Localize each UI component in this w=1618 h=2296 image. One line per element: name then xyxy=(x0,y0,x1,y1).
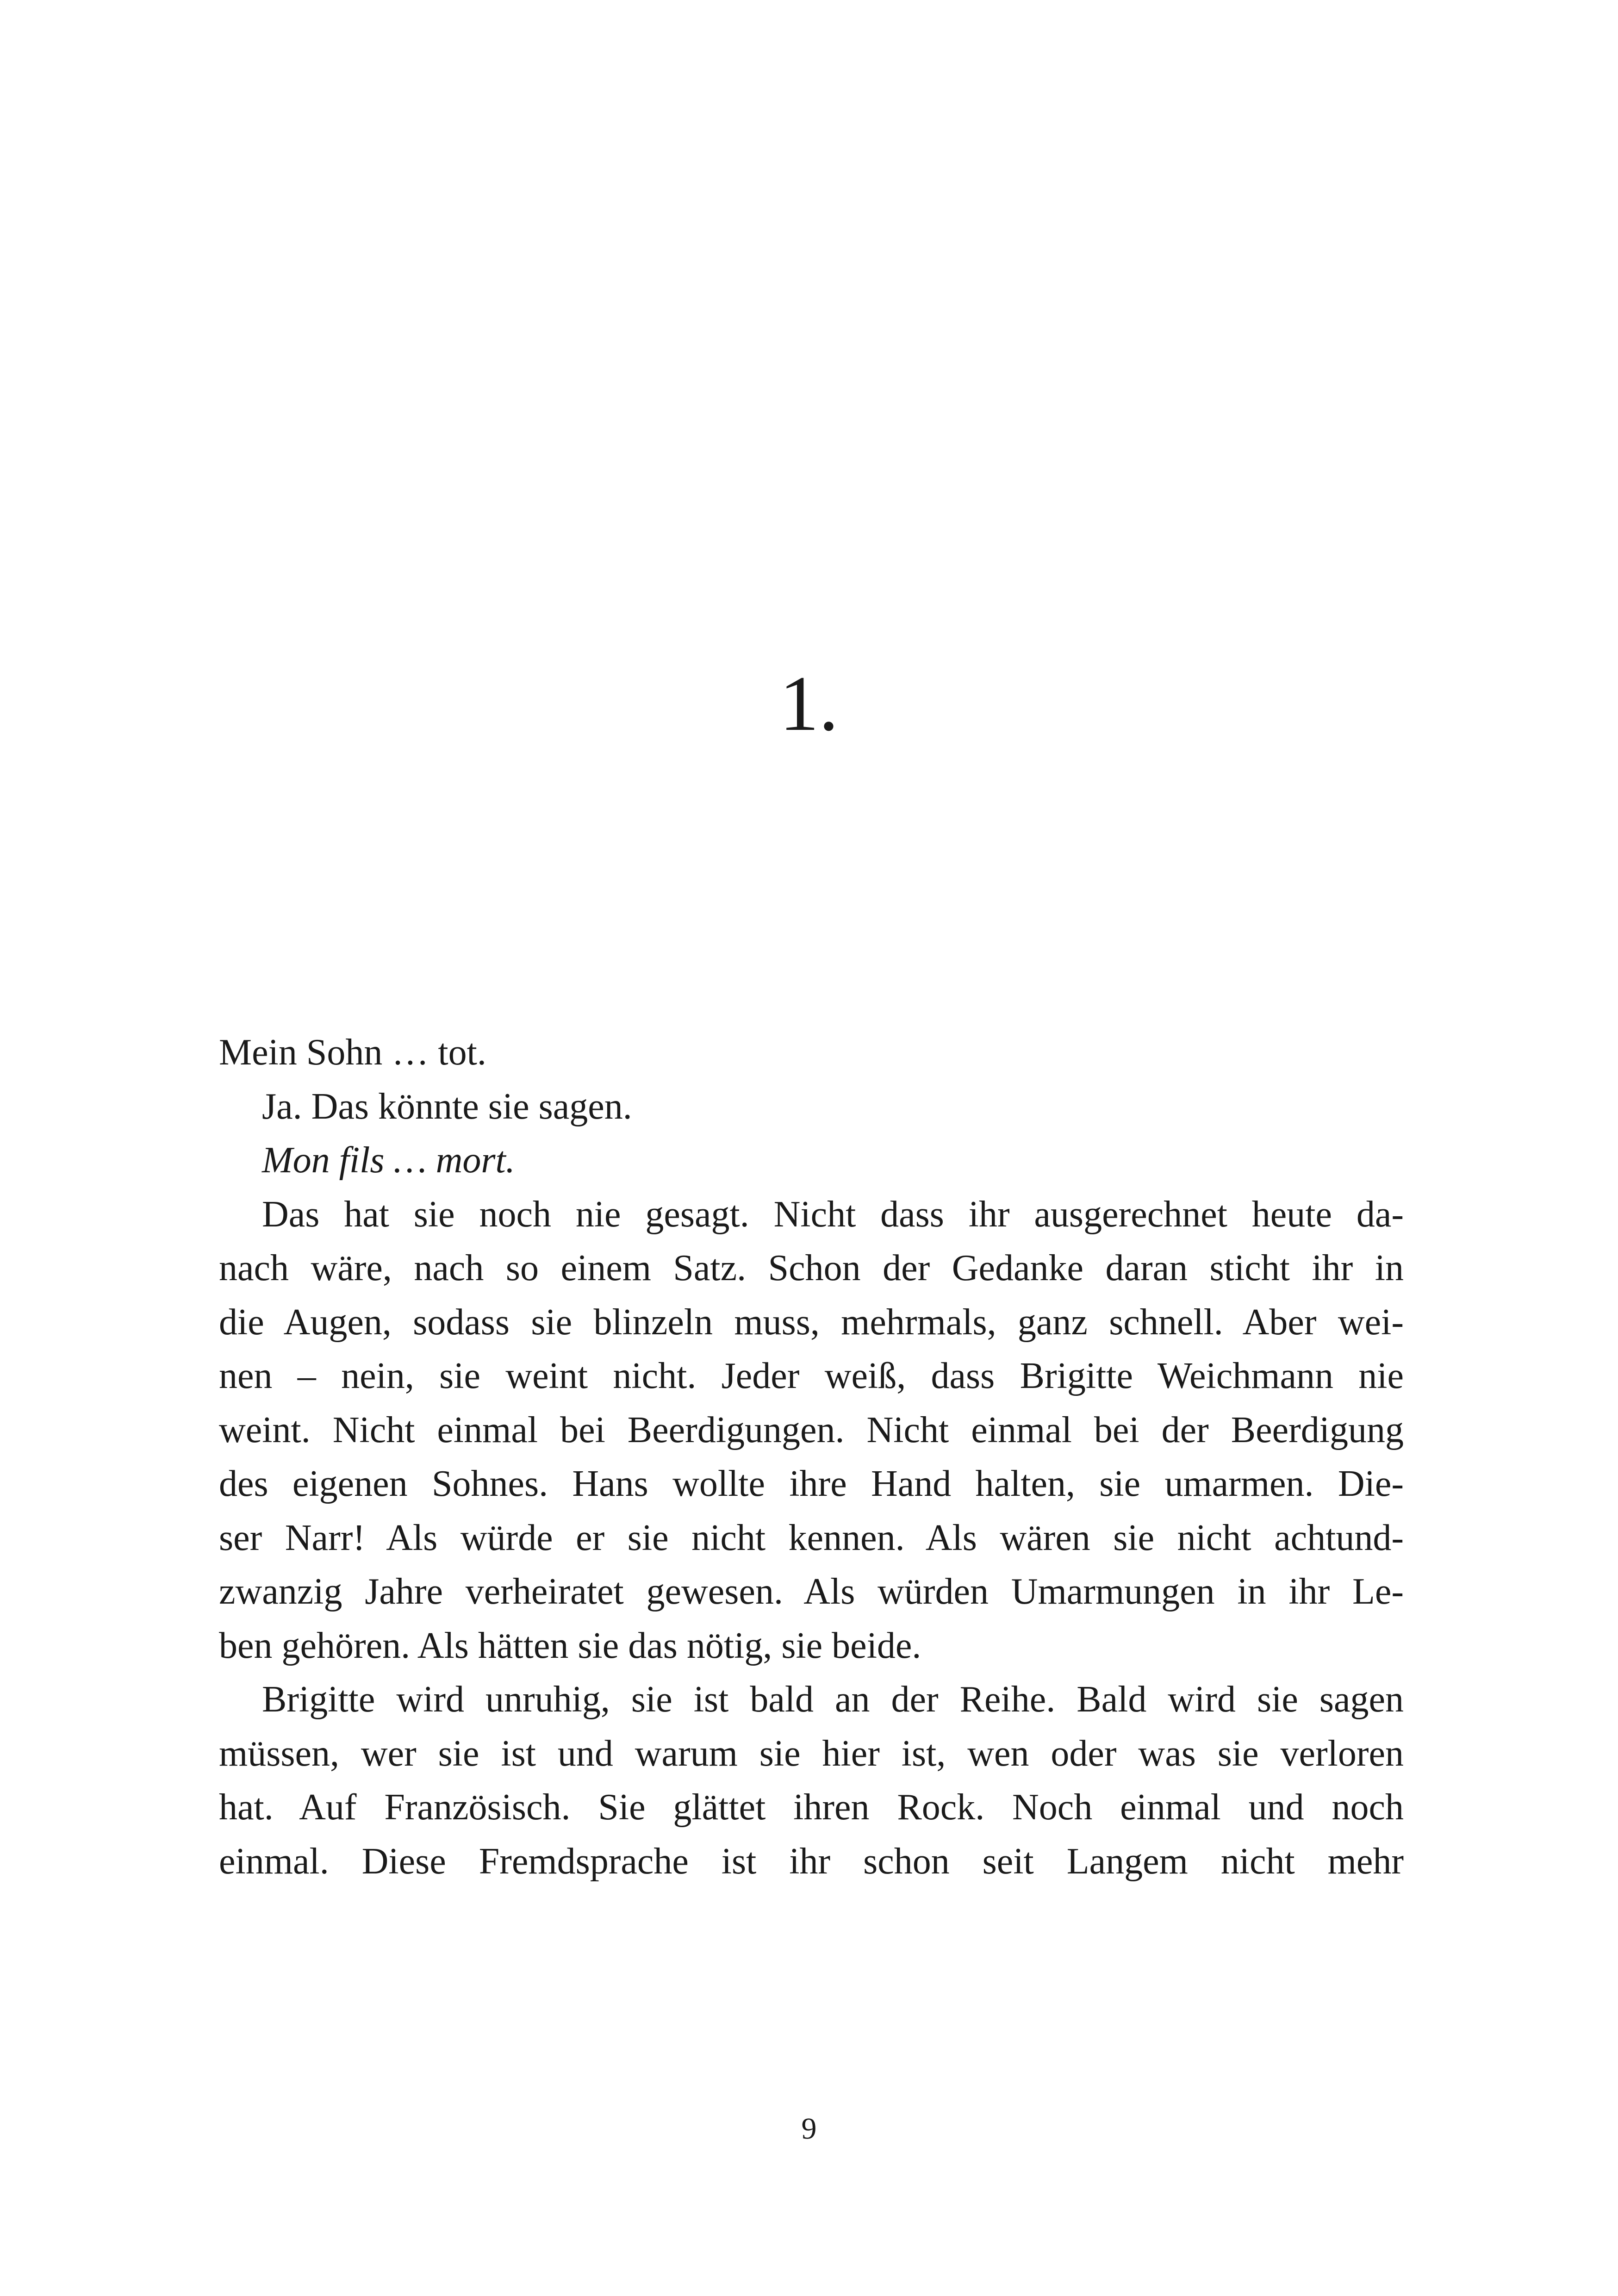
chapter-body-text xyxy=(219,1026,1404,1888)
text-line: die Augen, sodass sie blinzeln muss, mehrmals, ganz schnell. Aber wei- xyxy=(219,1301,1404,1343)
page-number: 9 xyxy=(801,2112,817,2146)
text-line: Brigitte wird unruhig, sie ist bald an der Reihe. Bald wird sie sagen xyxy=(262,1679,1404,1720)
text-line: Das hat sie noch nie gesagt. Nicht dass ihr ausgerechnet heute da- xyxy=(262,1194,1404,1235)
text-line: ser Narr! Als würde er sie nicht kennen. Als wären sie nicht achtund- xyxy=(219,1517,1404,1558)
text-line: Ja. Das könnte sie sagen. xyxy=(262,1086,632,1127)
text-line: nach wäre, nach so einem Satz. Schon der Gedanke daran sticht ihr in xyxy=(219,1248,1404,1288)
text-line: einmal. Diese Fremdsprache ist ihr schon seit Langem nicht mehr xyxy=(219,1841,1404,1882)
text-line: nen – nein, sie weint nicht. Jeder weiß, dass Brigitte Weichmann nie xyxy=(219,1356,1404,1396)
text-line: ben gehören. Als hätten sie das nötig, sie beide. xyxy=(219,1625,921,1666)
text-line: zwanzig Jahre verheiratet gewesen. Als würden Umarmungen in ihr Le- xyxy=(219,1571,1404,1612)
text-line: müssen, wer sie ist und warum sie hier ist, wen oder was sie verloren xyxy=(219,1733,1404,1774)
text-line: des eigenen Sohnes. Hans wollte ihre Hand halten, sie umarmen. Die- xyxy=(219,1463,1404,1504)
text-line: weint. Nicht einmal bei Beerdigungen. Nicht einmal bei der Beerdigung xyxy=(219,1409,1404,1450)
text-line: hat. Auf Französisch. Sie glättet ihren Rock. Noch einmal und noch xyxy=(219,1787,1404,1828)
chapter-number: 1. xyxy=(779,660,839,747)
text-line: Mein Sohn … tot. xyxy=(219,1032,486,1073)
text-line: Mon fils … mort. xyxy=(262,1140,515,1181)
